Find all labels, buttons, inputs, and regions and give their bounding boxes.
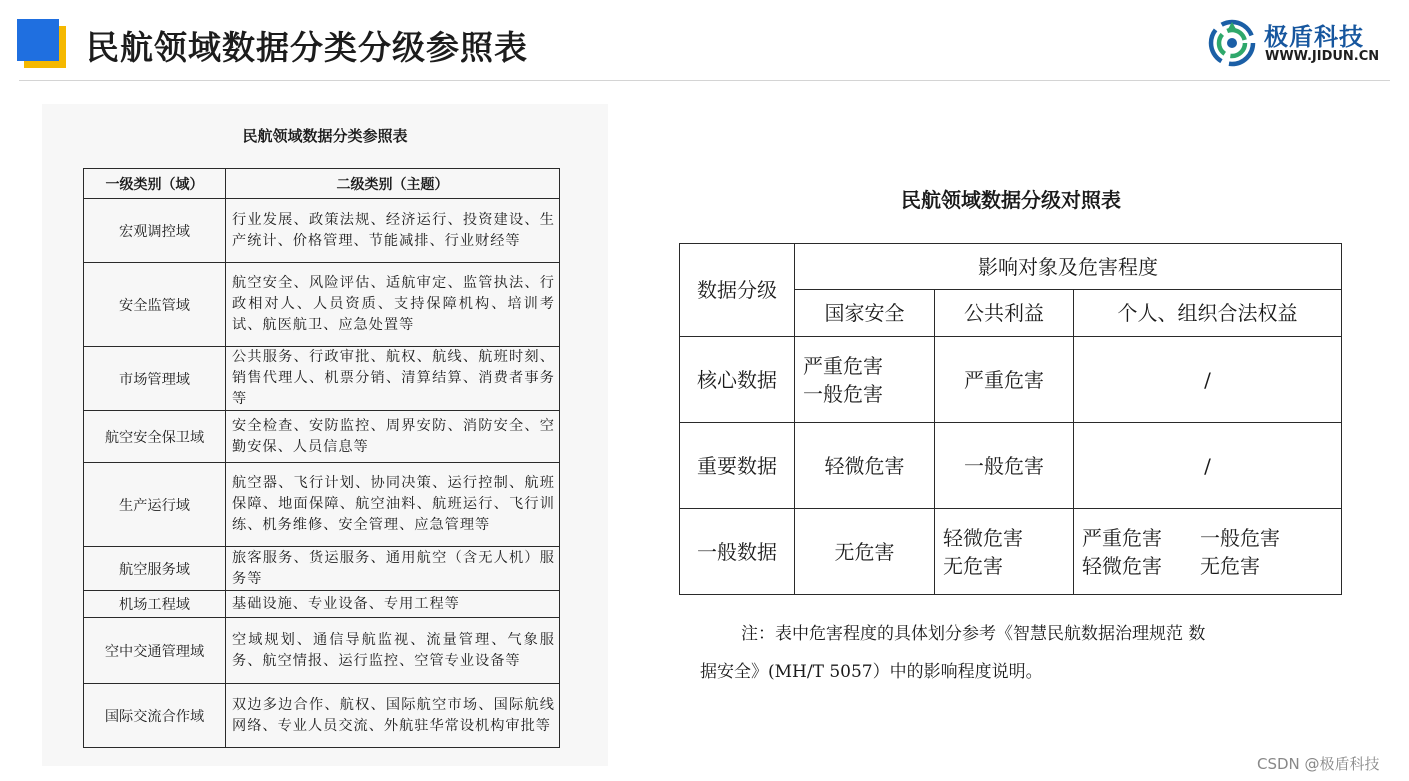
domain-cell: 市场管理域 <box>84 347 226 411</box>
table-row <box>84 684 560 748</box>
grade-cell: 重要数据 <box>680 423 795 509</box>
table-row <box>84 463 560 547</box>
table-row <box>84 347 560 411</box>
harm-level: 轻微危害 <box>824 453 905 478</box>
public-cell <box>935 337 1074 423</box>
topics-cell: 航空安全、风险评估、适航审定、监管执法、行政相对人、人员资质、支持保障机构、培训考试、航医航卫、应急处置等 <box>226 263 560 347</box>
harm-level: 一般危害 <box>964 453 1044 478</box>
grade-cell: 核心数据 <box>680 337 795 423</box>
watermark: CSDN @极盾科技 <box>1257 755 1380 773</box>
harm-level: 无危害 <box>1200 553 1260 578</box>
harm-level: 无危害 <box>943 553 1003 578</box>
harm-level: 严重危害 <box>964 367 1044 392</box>
harm-level: / <box>1204 367 1211 392</box>
table-row <box>84 591 560 618</box>
subheader-national-security: 国家安全 <box>795 290 935 337</box>
grade-cell: 一般数据 <box>680 509 795 595</box>
domain-cell: 机场工程域 <box>84 591 226 618</box>
harm-level: 一般危害 <box>803 381 883 406</box>
note-line: 据安全》(MH/T 5057）中的影响程度说明。 <box>700 662 1043 682</box>
classification-panel <box>42 104 608 766</box>
grading-title: 民航领域数据分级对照表 <box>901 188 1121 212</box>
public-cell <box>935 423 1074 509</box>
col-header-topics: 二级类别（主题） <box>226 169 560 199</box>
harm-level: / <box>1204 453 1211 478</box>
table-row <box>84 199 560 263</box>
harm-level: 严重危害 <box>803 353 883 378</box>
harm-level: 一般危害 <box>1200 525 1280 550</box>
topics-cell: 旅客服务、货运服务、通用航空（含无人机）服务等 <box>226 547 560 591</box>
table-row <box>680 423 1342 509</box>
grading-note <box>700 615 1360 691</box>
topics-cell: 双边多边合作、航权、国际航空市场、国际航线网络、专业人员交流、外航驻华常设机构审批等 <box>226 684 560 748</box>
logo-text-en: WWW.JIDUN.CN <box>1265 49 1380 64</box>
topics-cell: 基础设施、专业设备、专用工程等 <box>226 591 560 618</box>
subheader-personal-rights: 个人、组织合法权益 <box>1074 290 1342 337</box>
domain-cell: 国际交流合作域 <box>84 684 226 748</box>
national-cell <box>795 509 935 595</box>
domain-cell: 航空服务域 <box>84 547 226 591</box>
logo-text-cn: 极盾科技 <box>1264 23 1364 51</box>
table-row <box>680 509 1342 595</box>
jidun-logo-icon <box>1208 19 1256 67</box>
header-data-grade: 数据分级 <box>680 244 795 337</box>
topics-cell: 行业发展、政策法规、经济运行、投资建设、生产统计、价格管理、节能减排、行业财经等 <box>226 199 560 263</box>
domain-cell: 航空安全保卫域 <box>84 411 226 463</box>
topics-cell: 空域规划、通信导航监视、流量管理、气象服务、航空情报、运行监控、空管专业设备等 <box>226 618 560 684</box>
personal-cell <box>1074 509 1342 595</box>
personal-cell <box>1074 337 1342 423</box>
harm-level: 无危害 <box>834 539 895 564</box>
header-impact: 影响对象及危害程度 <box>795 244 1342 290</box>
page-title: 民航领域数据分类分级参照表 <box>86 28 528 67</box>
national-cell <box>795 337 935 423</box>
classification-title: 民航领域数据分类参照表 <box>242 127 408 145</box>
domain-cell: 安全监管域 <box>84 263 226 347</box>
grading-table <box>679 243 1342 595</box>
note-line: 注：表中危害程度的具体划分参考《智慧民航数据治理规范 数 <box>741 624 1206 644</box>
domain-cell: 空中交通管理域 <box>84 618 226 684</box>
domain-cell: 生产运行域 <box>84 463 226 547</box>
harm-level: 轻微危害 <box>943 525 1023 550</box>
personal-cell <box>1074 423 1342 509</box>
topics-cell: 安全检查、安防监控、周界安防、消防安全、空勤安保、人员信息等 <box>226 411 560 463</box>
topics-cell: 航空器、飞行计划、协同决策、运行控制、航班保障、地面保障、航空油料、航班运行、飞行训练、机务维修、安全管理、应急管理等 <box>226 463 560 547</box>
classification-table <box>83 168 560 748</box>
harm-level: 严重危害 <box>1082 525 1162 550</box>
national-cell <box>795 423 935 509</box>
public-cell <box>935 509 1074 595</box>
table-row <box>84 618 560 684</box>
company-logo <box>1208 17 1388 69</box>
col-header-domain: 一级类别（域） <box>84 169 226 199</box>
header-divider <box>19 80 1390 81</box>
topics-cell: 公共服务、行政审批、航权、航线、航班时刻、销售代理人、机票分销、清算结算、消费者事务等 <box>226 347 560 411</box>
table-row <box>680 244 1342 290</box>
subheader-public-interest: 公共利益 <box>935 290 1074 337</box>
table-row <box>84 263 560 347</box>
harm-level: 轻微危害 <box>1082 553 1162 578</box>
domain-cell: 宏观调控域 <box>84 199 226 263</box>
table-row <box>84 547 560 591</box>
table-row <box>84 411 560 463</box>
table-row <box>680 337 1342 423</box>
title-accent-blue <box>17 19 59 61</box>
